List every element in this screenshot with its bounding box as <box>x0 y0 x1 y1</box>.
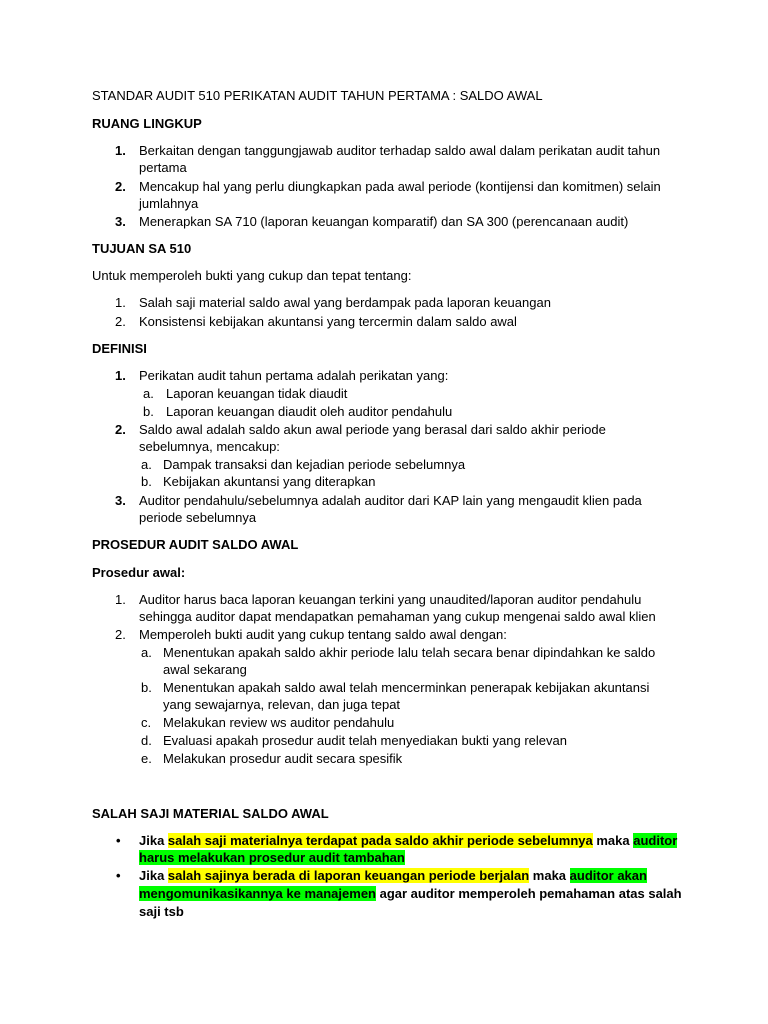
sub-list-item-text: Dampak transaksi dan kejadian periode sebelumnya <box>163 457 466 472</box>
section-heading-tujuan: TUJUAN SA 510 <box>92 241 192 256</box>
list-number: 3. <box>115 214 126 229</box>
highlight-green: harus melakukan prosedur audit tambahan <box>139 850 405 865</box>
bullet-text: Jika salah saji materialnya terdapat pada saldo akhir periode sebelumnya maka auditor <box>139 833 678 848</box>
sub-list-item-text: Evaluasi apakah prosedur audit telah menyediakan bukti yang relevan <box>163 733 567 748</box>
list-item-text: jumlahnya <box>139 196 199 211</box>
list-number: 1. <box>115 295 126 310</box>
sub-list-item-text: Menentukan apakah saldo akhir periode lalu telah secara benar dipindahkan ke saldo <box>163 645 656 660</box>
list-item-text: Konsistensi kebijakan akuntansi yang tercermin dalam saldo awal <box>139 314 517 329</box>
list-item-text: Perikatan audit tahun pertama adalah perikatan yang: <box>139 368 449 383</box>
list-item-text: Saldo awal adalah saldo akun awal periode yang berasal dari saldo akhir periode <box>139 422 606 437</box>
section-heading-prosedur: PROSEDUR AUDIT SALDO AWAL <box>92 537 299 552</box>
sub-list-item-text: Laporan keuangan tidak diaudit <box>166 386 348 401</box>
list-item-text: Auditor pendahulu/sebelumnya adalah auditor dari KAP lain yang mengaudit klien pada <box>139 493 642 508</box>
list-item-text: sehingga auditor dapat mendapatkan pemahaman yang cukup mengenai saldo awal klien <box>139 609 656 624</box>
list-item-text: periode sebelumnya <box>139 510 257 525</box>
sub-list-letter: a. <box>143 386 154 401</box>
sub-list-item-text: Kebijakan akuntansi yang diterapkan <box>163 474 376 489</box>
list-number: 1. <box>115 592 126 607</box>
highlight-yellow: salah sajinya berada di laporan keuangan periode berjalan <box>167 868 530 883</box>
list-item-text: Auditor harus baca laporan keuangan terkini yang unaudited/laporan auditor pendahulu <box>139 592 642 607</box>
sub-list-letter: b. <box>141 680 152 695</box>
prosedur-subheading: Prosedur awal: <box>92 565 186 580</box>
sub-list-item-text: Menentukan apakah saldo awal telah mencerminkan penerapak kebijakan akuntansi <box>163 680 650 695</box>
highlight-green: auditor akan <box>569 868 647 883</box>
sub-list-item-text: awal sekarang <box>163 662 247 677</box>
list-item-text: Menerapkan SA 710 (laporan keuangan komparatif) dan SA 300 (perencanaan audit) <box>139 214 629 229</box>
list-item-text: sebelumnya, mencakup: <box>139 439 280 454</box>
sub-list-letter: c. <box>141 715 152 730</box>
sub-list-letter: a. <box>141 457 152 472</box>
highlight-green: auditor <box>633 833 678 848</box>
sub-list-item-text: Melakukan review ws auditor pendahulu <box>163 715 395 730</box>
sub-list-letter: d. <box>141 733 152 748</box>
section-heading-salah-saji: SALAH SAJI MATERIAL SALDO AWAL <box>92 806 329 821</box>
sub-list-letter: e. <box>141 751 152 766</box>
highlight-yellow: salah saji materialnya terdapat pada saldo akhir periode sebelumnya <box>167 833 593 848</box>
section-heading-definisi: DEFINISI <box>92 341 147 356</box>
list-number: 2. <box>115 179 126 194</box>
sub-list-item-text: Melakukan prosedur audit secara spesifik <box>163 751 403 766</box>
list-number: 3. <box>115 493 126 508</box>
bullet-icon: • <box>116 833 121 848</box>
list-number: 1. <box>115 368 126 383</box>
section-heading-ruang-lingkup: RUANG LINGKUP <box>92 116 202 131</box>
sub-list-item-text: yang sewajarnya, relevan, dan juga tepat <box>163 697 401 712</box>
list-item-text: pertama <box>139 160 187 175</box>
bullet-text: saji tsb <box>139 904 184 919</box>
list-item-text: Memperoleh bukti audit yang cukup tentang saldo awal dengan: <box>139 627 507 642</box>
document-title: STANDAR AUDIT 510 PERIKATAN AUDIT TAHUN PERTAMA : SALDO AWAL <box>92 88 543 103</box>
highlight-green: mengomunikasikannya ke manajemen <box>139 886 376 901</box>
list-item-text: Salah saji material saldo awal yang berdampak pada laporan keuangan <box>139 295 551 310</box>
list-number: 2. <box>115 422 126 437</box>
sub-list-letter: b. <box>143 404 154 419</box>
list-item-text: Berkaitan dengan tanggungjawab auditor terhadap saldo awal dalam perikatan audit tahun <box>139 143 661 158</box>
bullet-text: Jika salah sajinya berada di laporan keuangan periode berjalan maka auditor akan <box>139 868 647 883</box>
tujuan-intro: Untuk memperoleh bukti yang cukup dan tepat tentang: <box>92 268 412 283</box>
sub-list-letter: a. <box>141 645 152 660</box>
bullet-icon: • <box>116 868 121 883</box>
bullet-text: mengomunikasikannya ke manajemen agar auditor memperoleh pemahaman atas salah <box>139 886 682 901</box>
list-number: 1. <box>115 143 126 158</box>
bullet-text <box>139 849 405 866</box>
sub-list-item-text: Laporan keuangan diaudit oleh auditor pendahulu <box>166 404 453 419</box>
sub-list-letter: b. <box>141 474 152 489</box>
list-number: 2. <box>115 314 126 329</box>
list-number: 2. <box>115 627 126 642</box>
list-item-text: Mencakup hal yang perlu diungkapkan pada awal periode (kontijensi dan komitmen) selain <box>139 179 661 194</box>
